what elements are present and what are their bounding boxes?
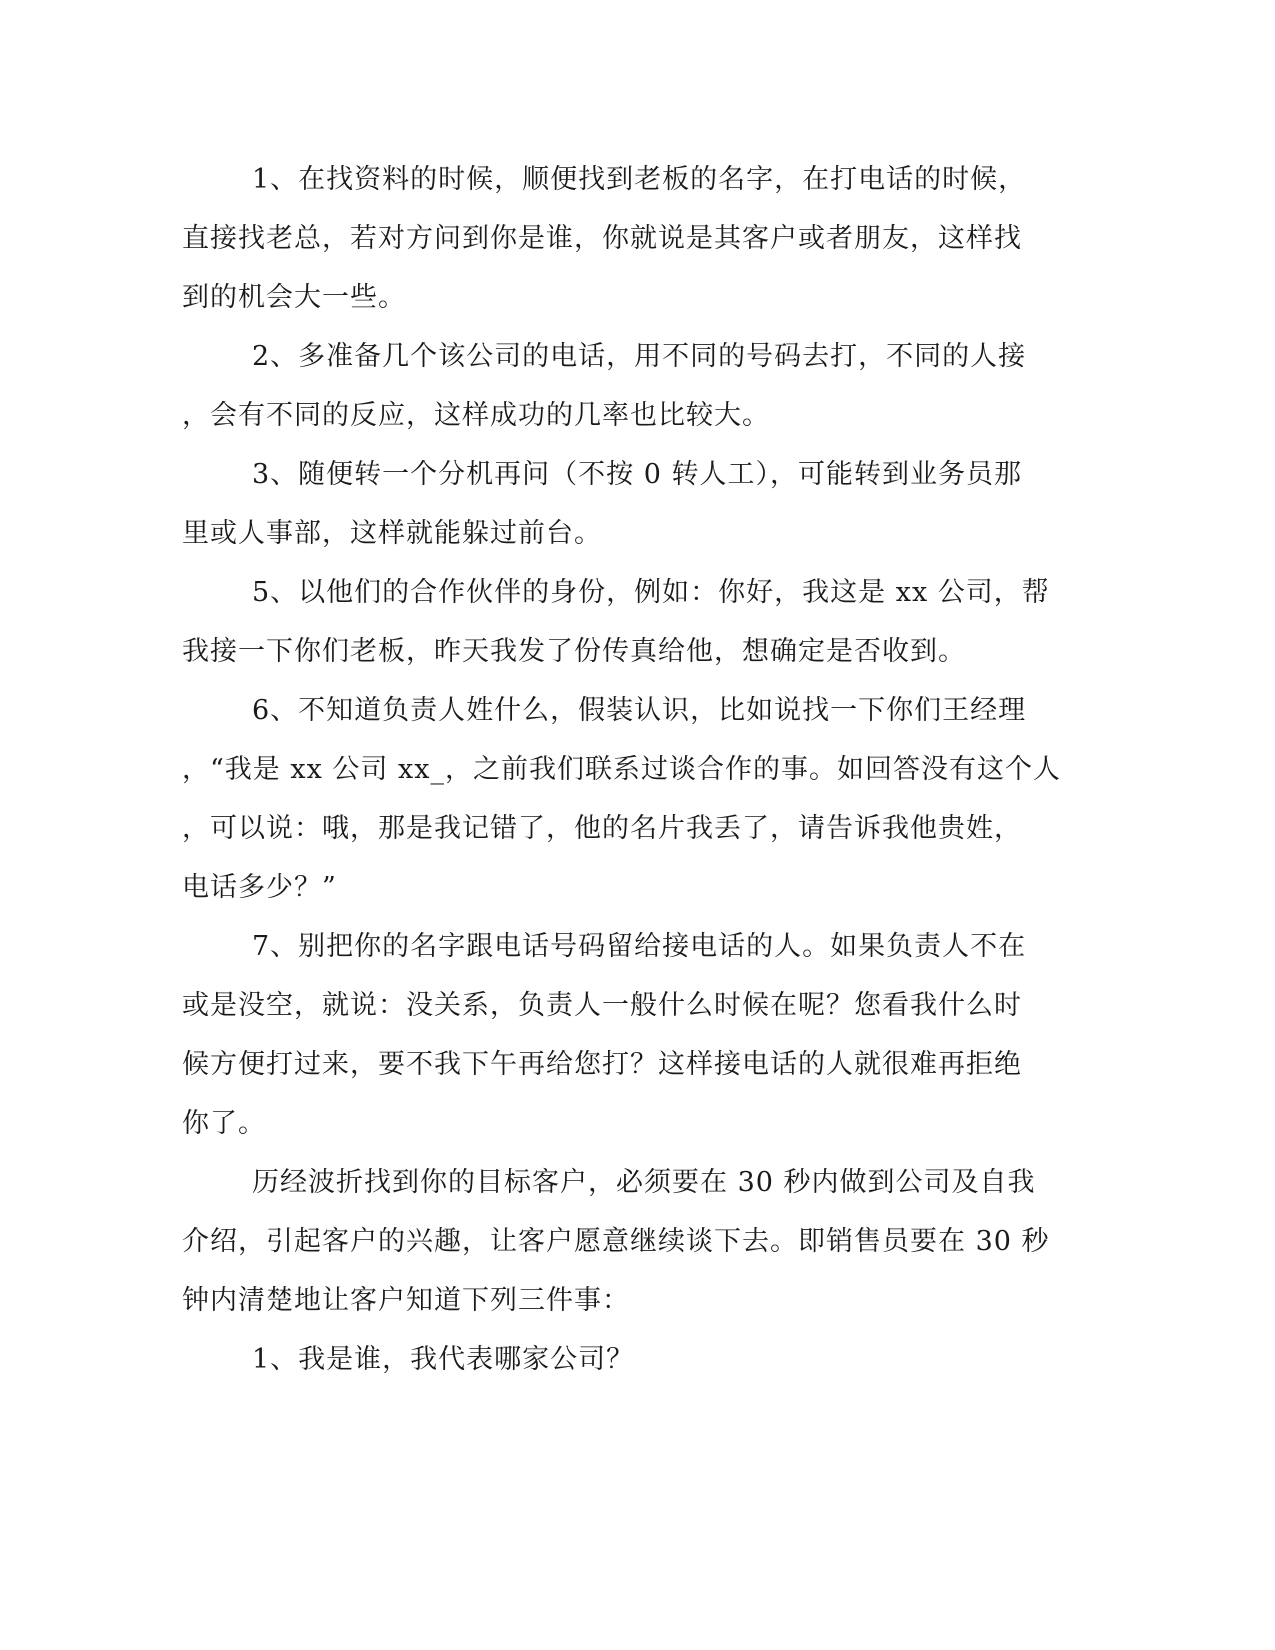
text-line: 2、多准备几个该公司的电话，用不同的号码去打，不同的人接 [252,341,1027,372]
text-line: 里或人事部，这样就能躲过前台。 [182,518,602,549]
text-line: 1、在找资料的时候，顺便找到老板的名字，在打电话的时候， [252,164,1027,195]
text-line: 或是没空，就说：没关系，负责人一般什么时候在呢？您看我什么时 [182,990,1022,1021]
text-line: 3、随便转一个分机再问（不按 0 转人工），可能转到业务员那 [252,459,1023,490]
text-line: 到的机会大一些。 [182,282,406,313]
text-line: 5、以他们的合作伙伴的身份，例如：你好，我这是 xx 公司，帮 [252,577,1050,608]
text-line: ，“我是 xx 公司 xx_，之前我们联系过谈合作的事。如回答没有这个人 [182,754,1061,785]
text-line: 1、我是谁，我代表哪家公司？ [252,1344,635,1375]
text-line: 我接一下你们老板，昨天我发了份传真给他，想确定是否收到。 [182,636,966,667]
text-line: ，会有不同的反应，这样成功的几率也比较大。 [182,400,770,431]
text-line: ，可以说：哦，那是我记错了，他的名片我丢了，请告诉我他贵姓， [182,813,1022,844]
text-line: 介绍，引起客户的兴趣，让客户愿意继续谈下去。即销售员要在 30 秒 [182,1226,1050,1257]
text-line: 你了。 [182,1108,266,1139]
text-line: 候方便打过来，要不我下午再给您打？这样接电话的人就很难再拒绝 [182,1049,1022,1080]
text-line: 6、不知道负责人姓什么，假装认识，比如说找一下你们王经理 [252,695,1027,726]
text-line: 钟内清楚地让客户知道下列三件事： [182,1285,630,1316]
text-line: 电话多少？” [182,872,337,903]
text-line: 历经波折找到你的目标客户，必须要在 30 秒内做到公司及自我 [252,1167,1036,1198]
text-line: 直接找老总，若对方问到你是谁，你就说是其客户或者朋友，这样找 [182,223,1022,254]
text-line: 7、别把你的名字跟电话号码留给接电话的人。如果负责人不在 [252,931,1027,962]
